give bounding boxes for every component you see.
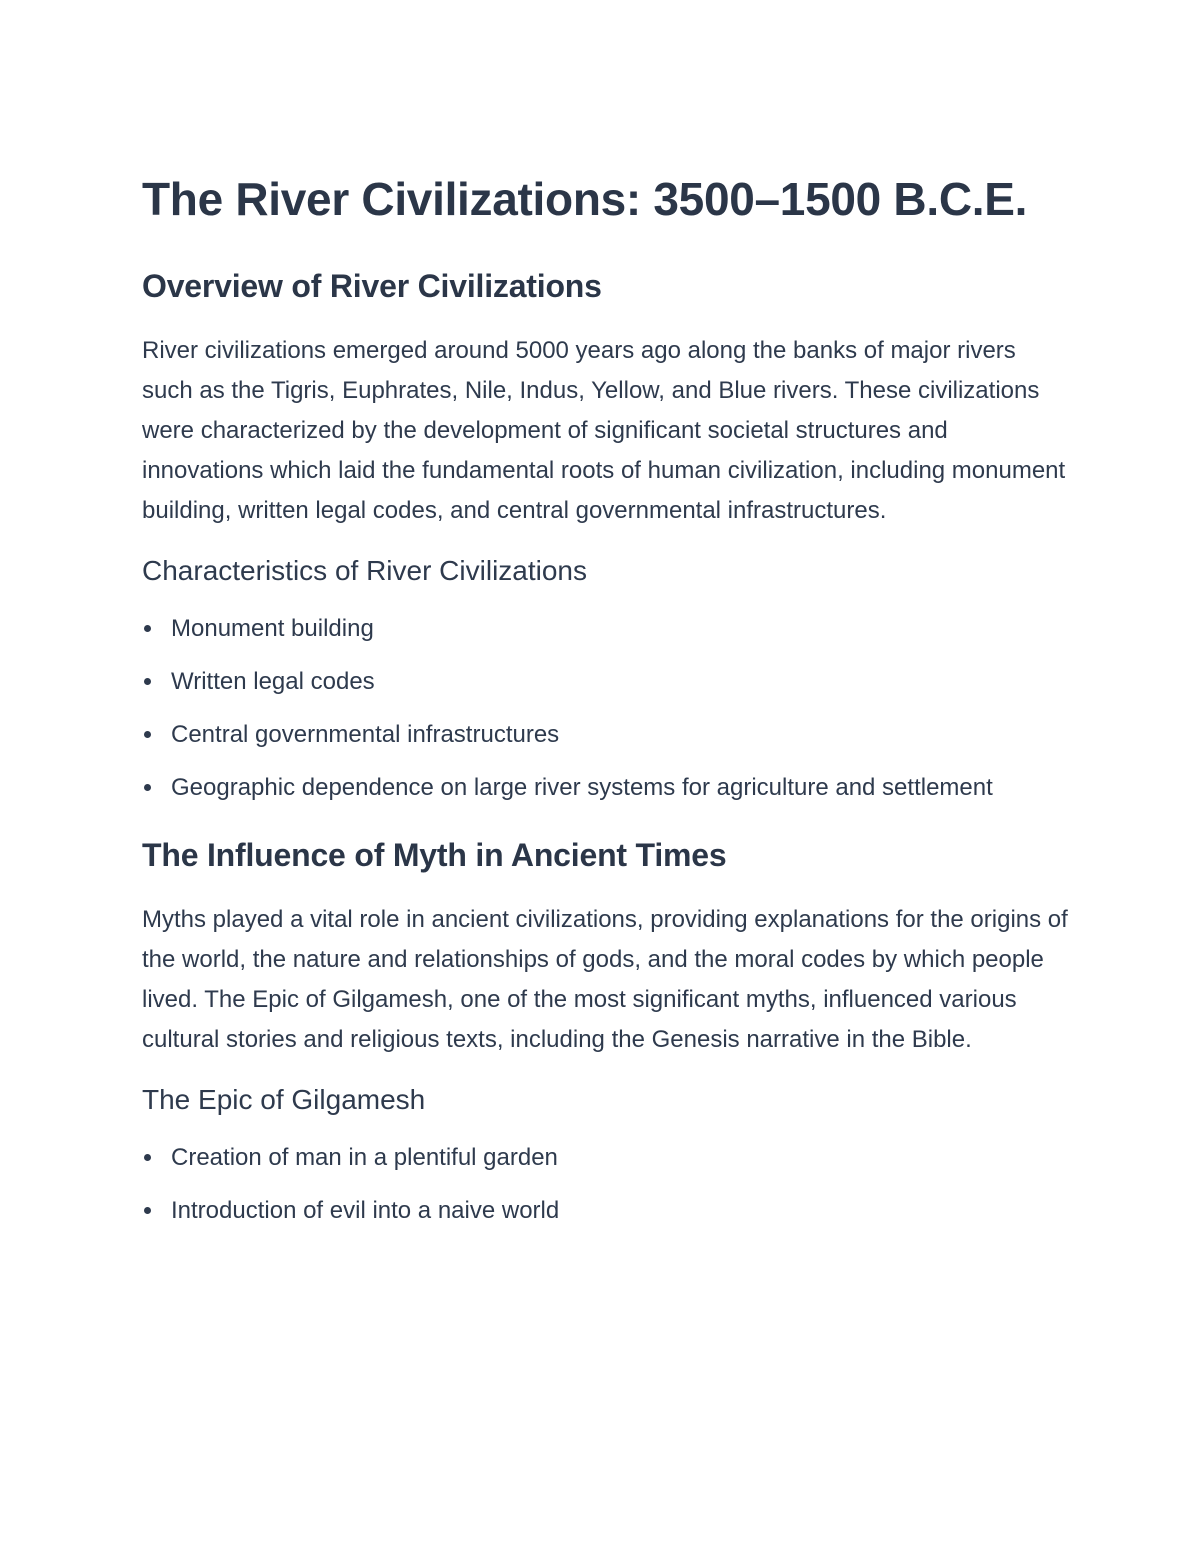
section-subheading: Characteristics of River Civilizations: [142, 555, 588, 586]
list-item: Geographic dependence on large river systems for agriculture and settlement: [142, 768, 1072, 807]
section-paragraph: River civilizations emerged around 5000 years ago along the banks of major rivers such as the Tigris, Euphrates, Nile, Indus, Yellow, and Blue rivers. These civilizations were characterized by the development of significant societal structures and innovations which laid the fundamental roots of human civilization, including monument building, written legal codes, and central governmental infrastructures.: [142, 337, 1066, 524]
section-paragraph: Myths played a vital role in ancient civilizations, providing explanations for the origins of the world, the nature and relationships of gods, and the moral codes by which people lived. The Epic of Gilgamesh, one of the most significant myths, influenced various cultural stories and religious texts, including the Genesis narrative in the Bible.: [142, 906, 1068, 1053]
list-item: Central governmental infrastructures: [142, 715, 1072, 754]
list-item: Written legal codes: [142, 662, 1072, 701]
section-subheading: The Epic of Gilgamesh: [142, 1084, 426, 1115]
section-heading: The Influence of Myth in Ancient Times: [142, 837, 727, 873]
document-page: [142, 166, 1072, 1244]
list-item: Introduction of evil into a naive world: [142, 1191, 1072, 1230]
list-item: Creation of man in a plentiful garden: [142, 1138, 1072, 1177]
section-myth: [142, 835, 1072, 1230]
list-item: Monument building: [142, 609, 1072, 648]
characteristics-list: [142, 609, 1072, 807]
section-heading: Overview of River Civilizations: [142, 268, 602, 304]
section-overview: [142, 266, 1072, 807]
document-title: The River Civilizations: 3500–1500 B.C.E.: [142, 173, 1028, 225]
gilgamesh-list: [142, 1138, 1072, 1230]
